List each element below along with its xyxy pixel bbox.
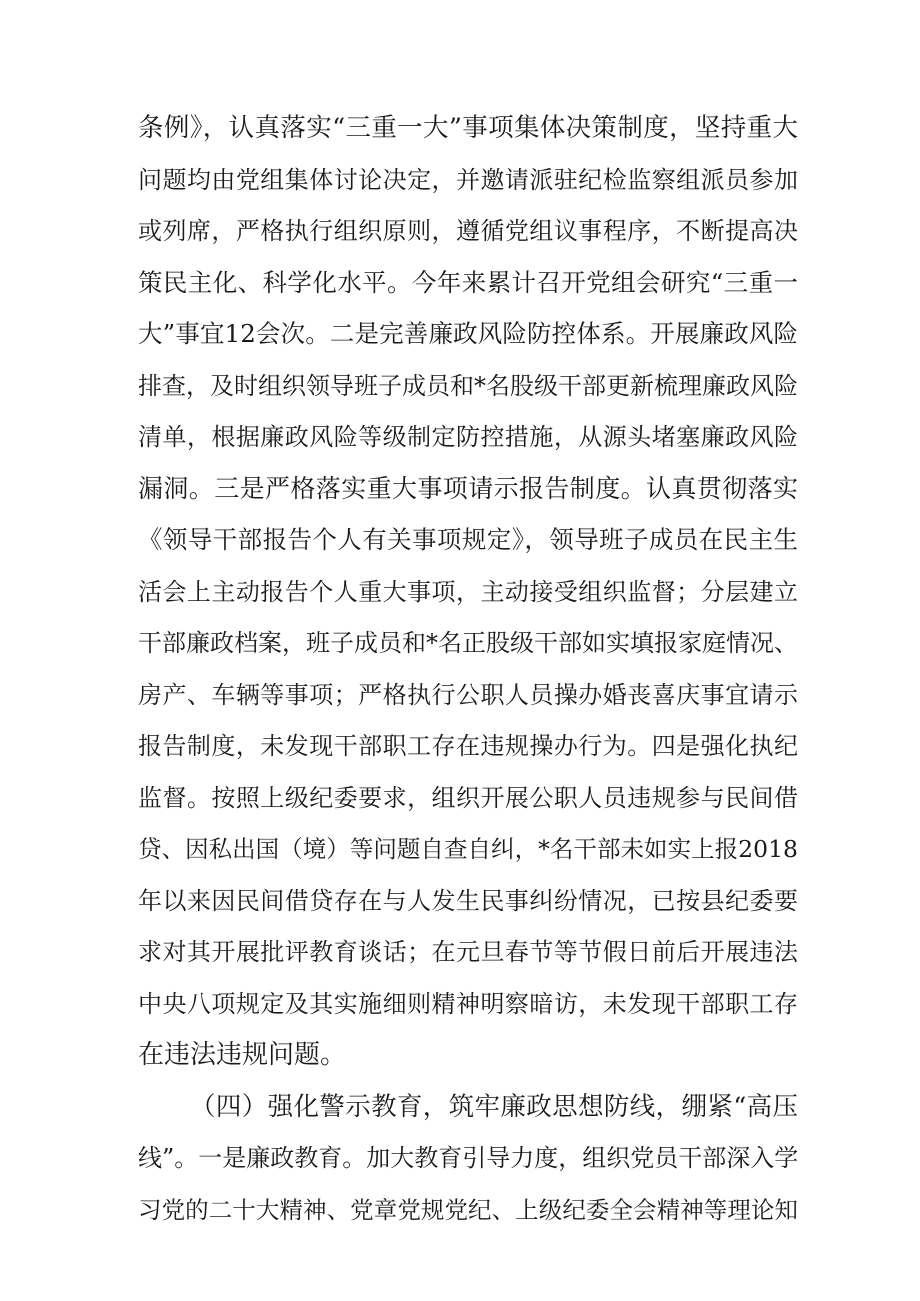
body-text-line: 干部廉政档案，班子成员和*名正股级干部如实填报家庭情况、 xyxy=(138,629,798,657)
body-text-line: 清单，根据廉政风险等级制定防控措施，从源头堵塞廉政风险 xyxy=(138,423,798,451)
body-text-line: 或列席，严格执行组织原则，遵循党组议事程序，不断提高决 xyxy=(138,217,798,245)
body-text-line: 线”。一是廉政教育。加大教育引导力度，组织党员干部深入学 xyxy=(138,1144,799,1172)
body-text-line: 活会上主动报告个人重大事项，主动接受组织监督；分层建立 xyxy=(138,578,798,606)
body-text-line: 《领导干部报告个人有关事项规定》，领导班子成员在民主生 xyxy=(138,525,798,554)
body-text-line: 求对其开展批评教育谈话；在元旦春节等节假日前后开展违法 xyxy=(138,938,798,966)
body-text-line: 贷、因私出国（境）等问题自查自纠，*名干部未如实上报2018 xyxy=(138,835,798,863)
body-text-line: 条例》，认真落实“三重一大”事项集体决策制度，坚持重大 xyxy=(138,113,798,143)
body-text-line: 年以来因民间借贷存在与人发生民事纠纷情况，已按县纪委要 xyxy=(138,887,798,915)
body-text-line: 大”事宜12会次。二是完善廉政风险防控体系。开展廉政风险 xyxy=(138,319,798,348)
body-text-line: 习党的二十大精神、党章党规党纪、上级纪委全会精神等理论知 xyxy=(138,1196,798,1224)
section-heading-line: （四）强化警示教育，筑牢廉政思想防线，绷紧“高压 xyxy=(190,1092,798,1122)
body-text-line: 排查，及时组织领导班子成员和*名股级干部更新梳理廉政风险 xyxy=(138,372,798,400)
body-text-line: 策民主化、科学化水平。今年来累计召开党组会研究“三重一 xyxy=(138,268,798,297)
body-text-line: 监督。按照上级纪委要求，组织开展公职人员违规参与民间借 xyxy=(138,784,798,812)
body-text-line: 中央八项规定及其实施细则精神明察暗访，未发现干部职工存 xyxy=(138,990,798,1018)
body-text-line: 报告制度，未发现干部职工存在违规操办行为。四是强化执纪 xyxy=(138,732,798,760)
body-text-line: 漏洞。三是严格落实重大事项请示报告制度。认真贯彻落实 xyxy=(138,474,798,503)
body-text-line: 在违法违规问题。 xyxy=(138,1040,347,1070)
body-text-line: 房产、车辆等事项；严格执行公职人员操办婚丧喜庆事宜请示 xyxy=(138,681,798,709)
body-text-line: 问题均由党组集体讨论决定，并邀请派驻纪检监察组派员参加 xyxy=(138,166,798,194)
